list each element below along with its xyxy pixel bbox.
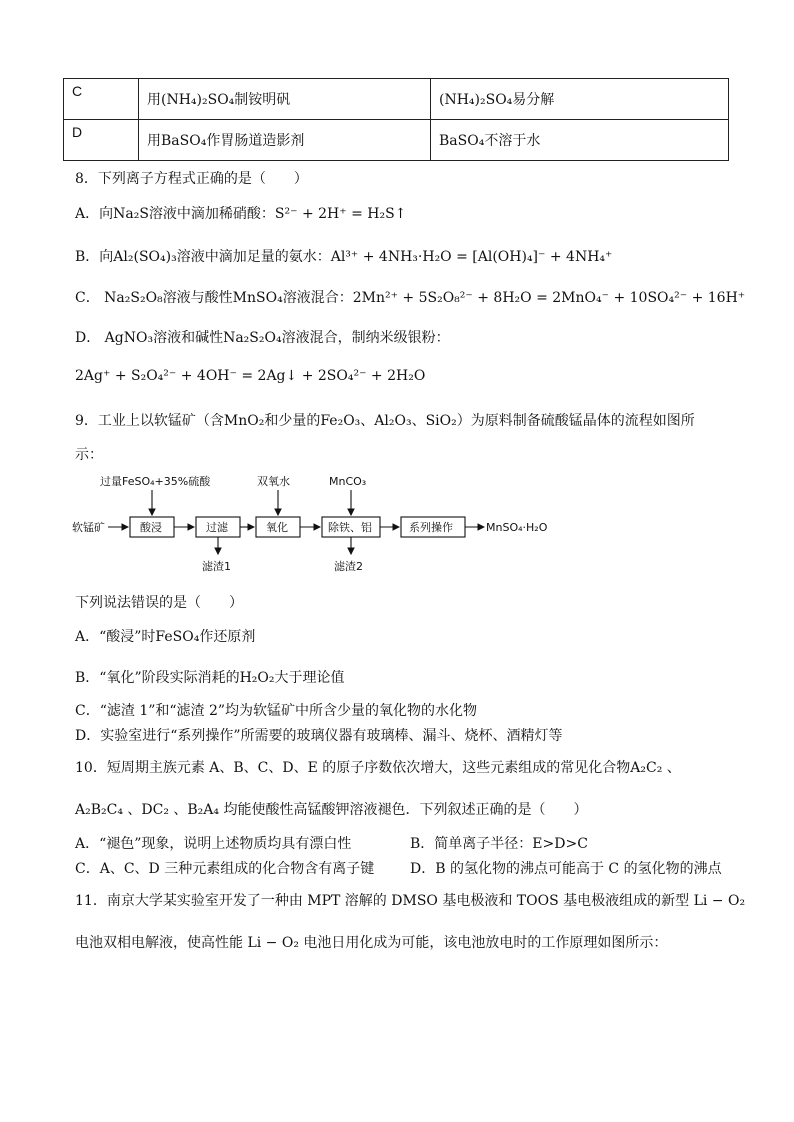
flow-input: 软锰矿: [72, 521, 105, 534]
flow-product: MnSO₄·H₂O: [486, 521, 548, 534]
q9-ask: 下列说法错误的是（ ）: [75, 595, 243, 611]
process-flow-diagram: [72, 470, 552, 580]
q9-stem-line2: 示：: [75, 447, 103, 463]
options-table: [63, 78, 729, 161]
row-reason: BaSO₄不溶于水: [431, 120, 729, 161]
row-reason: (NH₄)₂SO₄易分解: [431, 79, 729, 120]
flow-step-3: 氧化: [266, 521, 288, 534]
q10-option-a: A．“褪色”现象，说明上述物质均具有漂白性: [75, 836, 352, 852]
q9-option-b: B．“氧化”阶段实际消耗的H₂O₂大于理论值: [75, 670, 345, 686]
flow-step-2: 过滤: [206, 521, 228, 534]
q10-stem-line1: 10．短周期主族元素 A、B、C、D、E 的原子序数依次增大，这些元素组成的常见化合物A₂C₂ 、: [75, 760, 681, 776]
q8-option-c: C． Na₂S₂O₈溶液与酸性MnSO₄溶液混合：2Mn²⁺ + 5S₂O₈²⁻ + 8H₂O = 2MnO₄⁻ + 10SO₄²⁻ + 16H⁺: [75, 290, 746, 306]
q8-option-d: D． AgNO₃溶液和碱性Na₂S₂O₄溶液混合，制纳米级银粉：: [75, 330, 450, 346]
row-use: 用(NH₄)₂SO₄制铵明矾: [139, 79, 431, 120]
flow-reagent-2: 双氧水: [257, 475, 290, 488]
flow-residue-1: 滤渣1: [202, 560, 231, 573]
q9-option-a: A．“酸浸”时FeSO₄作还原剂: [75, 629, 256, 645]
q8-stem: 8．下列离子方程式正确的是（ ）: [75, 171, 308, 187]
q11-stem-line2: 电池双相电解液，使高性能 Li − O₂ 电池日用化成为可能，该电池放电时的工作原理如图所示：: [75, 935, 668, 951]
q9-option-d: D．实验室进行“系列操作”所需要的玻璃仪器有玻璃棒、漏斗、烧杯、酒精灯等: [75, 728, 563, 744]
q9-option-c: C．“滤渣 1”和“滤渣 2”均为软锰矿中所含少量的氧化物的水化物: [75, 703, 478, 719]
q10-option-c: C．A、C、D 三种元素组成的化合物含有离子键: [75, 861, 375, 877]
q8-option-d-equation: 2Ag⁺ + S₂O₄²⁻ + 4OH⁻ = 2Ag↓ + 2SO₄²⁻ + 2H₂O: [75, 368, 426, 384]
q10-option-d: D．B 的氢化物的沸点可能高于 C 的氢化物的沸点: [410, 861, 722, 877]
q10-option-b: B．简单离子半径：E>D>C: [410, 836, 588, 852]
row-use: 用BaSO₄作胃肠道造影剂: [139, 120, 431, 161]
table-row: [64, 120, 729, 161]
flow-reagent-1: 过量FeSO₄+35%硫酸: [100, 475, 211, 488]
q9-stem-line1: 9．工业上以软锰矿（含MnO₂和少量的Fe₂O₃、Al₂O₃、SiO₂）为原料制备硫酸锰晶体的流程如图所: [75, 413, 695, 429]
q11-stem-line1: 11．南京大学某实验室开发了一种由 MPT 溶解的 DMSO 基电极液和 TOOS 基电极液组成的新型 Li − O₂: [75, 893, 746, 909]
flow-reagent-3: MnCO₃: [329, 475, 367, 488]
flow-residue-2: 滤渣2: [334, 560, 363, 573]
row-label: D: [64, 120, 139, 161]
flow-step-5: 系列操作: [409, 521, 453, 534]
flow-step-4: 除铁、铝: [328, 521, 372, 534]
q8-option-b: B．向Al₂(SO₄)₃溶液中滴加足量的氨水：Al³⁺ + 4NH₃·H₂O = [Al(OH)₄]⁻ + 4NH₄⁺: [75, 249, 613, 265]
q10-stem-line2: A₂B₂C₄ 、DC₂ 、B₂A₄ 均能使酸性高锰酸钾溶液褪色．下列叙述正确的是（ ）: [75, 802, 588, 818]
table-row: [64, 79, 729, 120]
flow-step-1: 酸浸: [140, 521, 162, 534]
q8-option-a: A．向Na₂S溶液中滴加稀硝酸：S²⁻ + 2H⁺ = H₂S↑: [75, 206, 407, 222]
row-label: C: [64, 79, 139, 120]
